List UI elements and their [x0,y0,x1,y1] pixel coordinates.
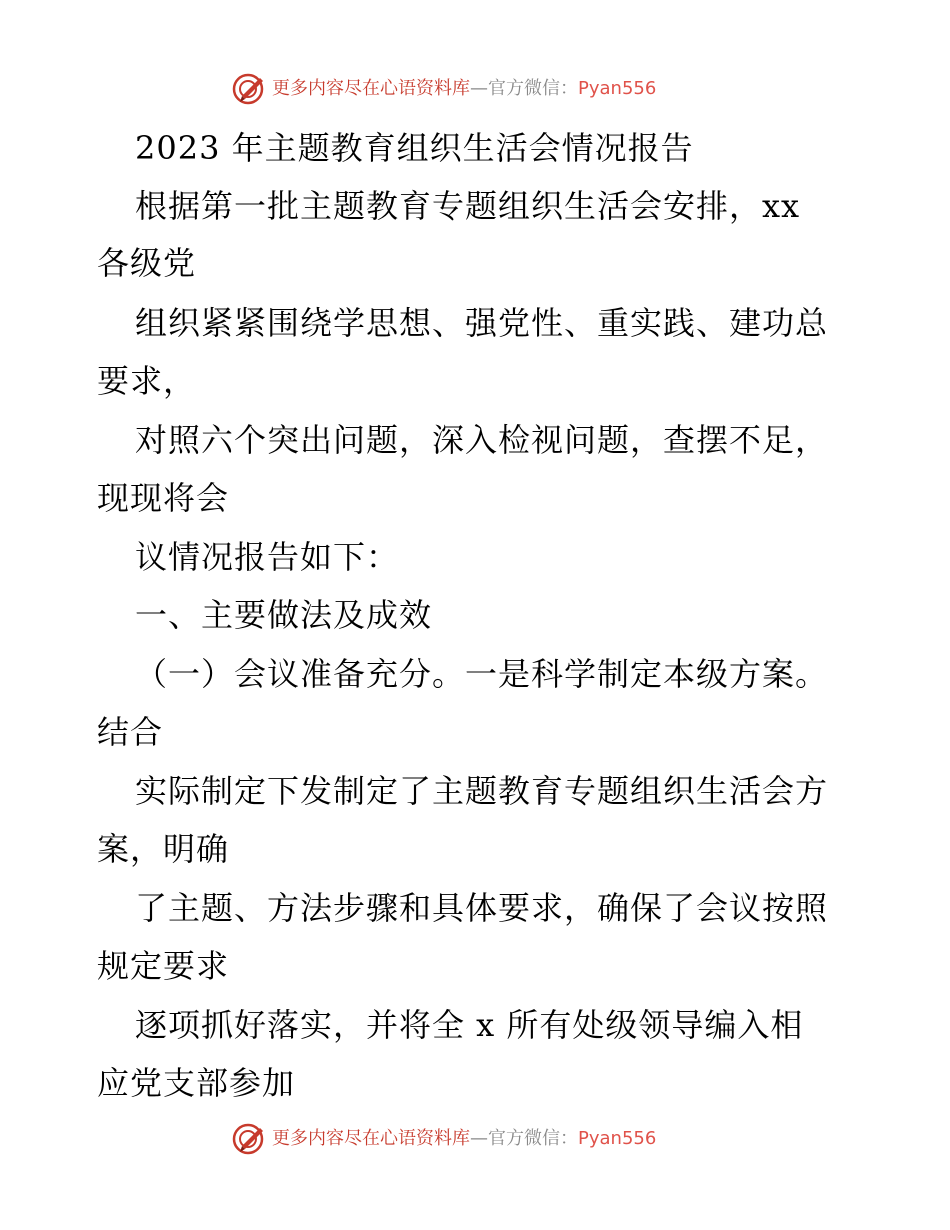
paragraph-line: 逐项抓好落实，并将全 x 所有处级领导编入相 [135,1006,804,1044]
watermark-site: 更多内容尽在心语资料库 [272,78,470,99]
watermark-site: 更多内容尽在心语资料库 [272,1128,470,1149]
paragraph-line: 结合 [97,713,164,751]
pen-logo-icon [232,72,266,106]
paragraph-line: 实际制定下发制定了主题教育专题组织生活会方 [135,772,829,810]
pen-logo-icon [232,1122,266,1156]
watermark-text [272,78,656,100]
section-heading: 一、主要做法及成效 [135,596,433,634]
document-title: 2023 年主题教育组织生活会情况报告 [135,129,694,167]
paragraph-line: 了主题、方法步骤和具体要求，确保了会议按照 [135,889,829,927]
watermark-wechat-id: Pyan556 [578,1128,657,1149]
subsection-heading-line: （一）会议准备充分。一是科学制定本级方案。 [135,655,829,693]
paragraph-line: 案，明确 [97,830,230,868]
paragraph-line: 组织紧紧围绕学思想、强党性、重实践、建功总 [135,304,829,342]
paragraph-line: 现现将会 [97,479,230,517]
paragraph-line: 规定要求 [97,947,230,985]
watermark-wechat-label: 官方微信： [488,78,578,99]
watermark-banner-bottom [0,1120,950,1160]
paragraph-line: 应党支部参加 [97,1064,296,1102]
watermark-text [272,1128,656,1150]
paragraph-line: 对照六个突出问题，深入检视问题，查摆不足， [135,421,829,459]
watermark-wechat-id: Pyan556 [578,78,657,99]
watermark-separator: — [470,78,488,99]
watermark-wechat-label: 官方微信： [488,1128,578,1149]
paragraph-line: 各级党 [97,244,197,282]
watermark-separator: — [470,1128,488,1149]
paragraph-line: 要求， [97,362,197,400]
paragraph-line: 根据第一批主题教育专题组织生活会安排，xx [135,187,801,225]
paragraph-line: 议情况报告如下： [135,538,400,576]
watermark-banner-top [0,70,950,110]
